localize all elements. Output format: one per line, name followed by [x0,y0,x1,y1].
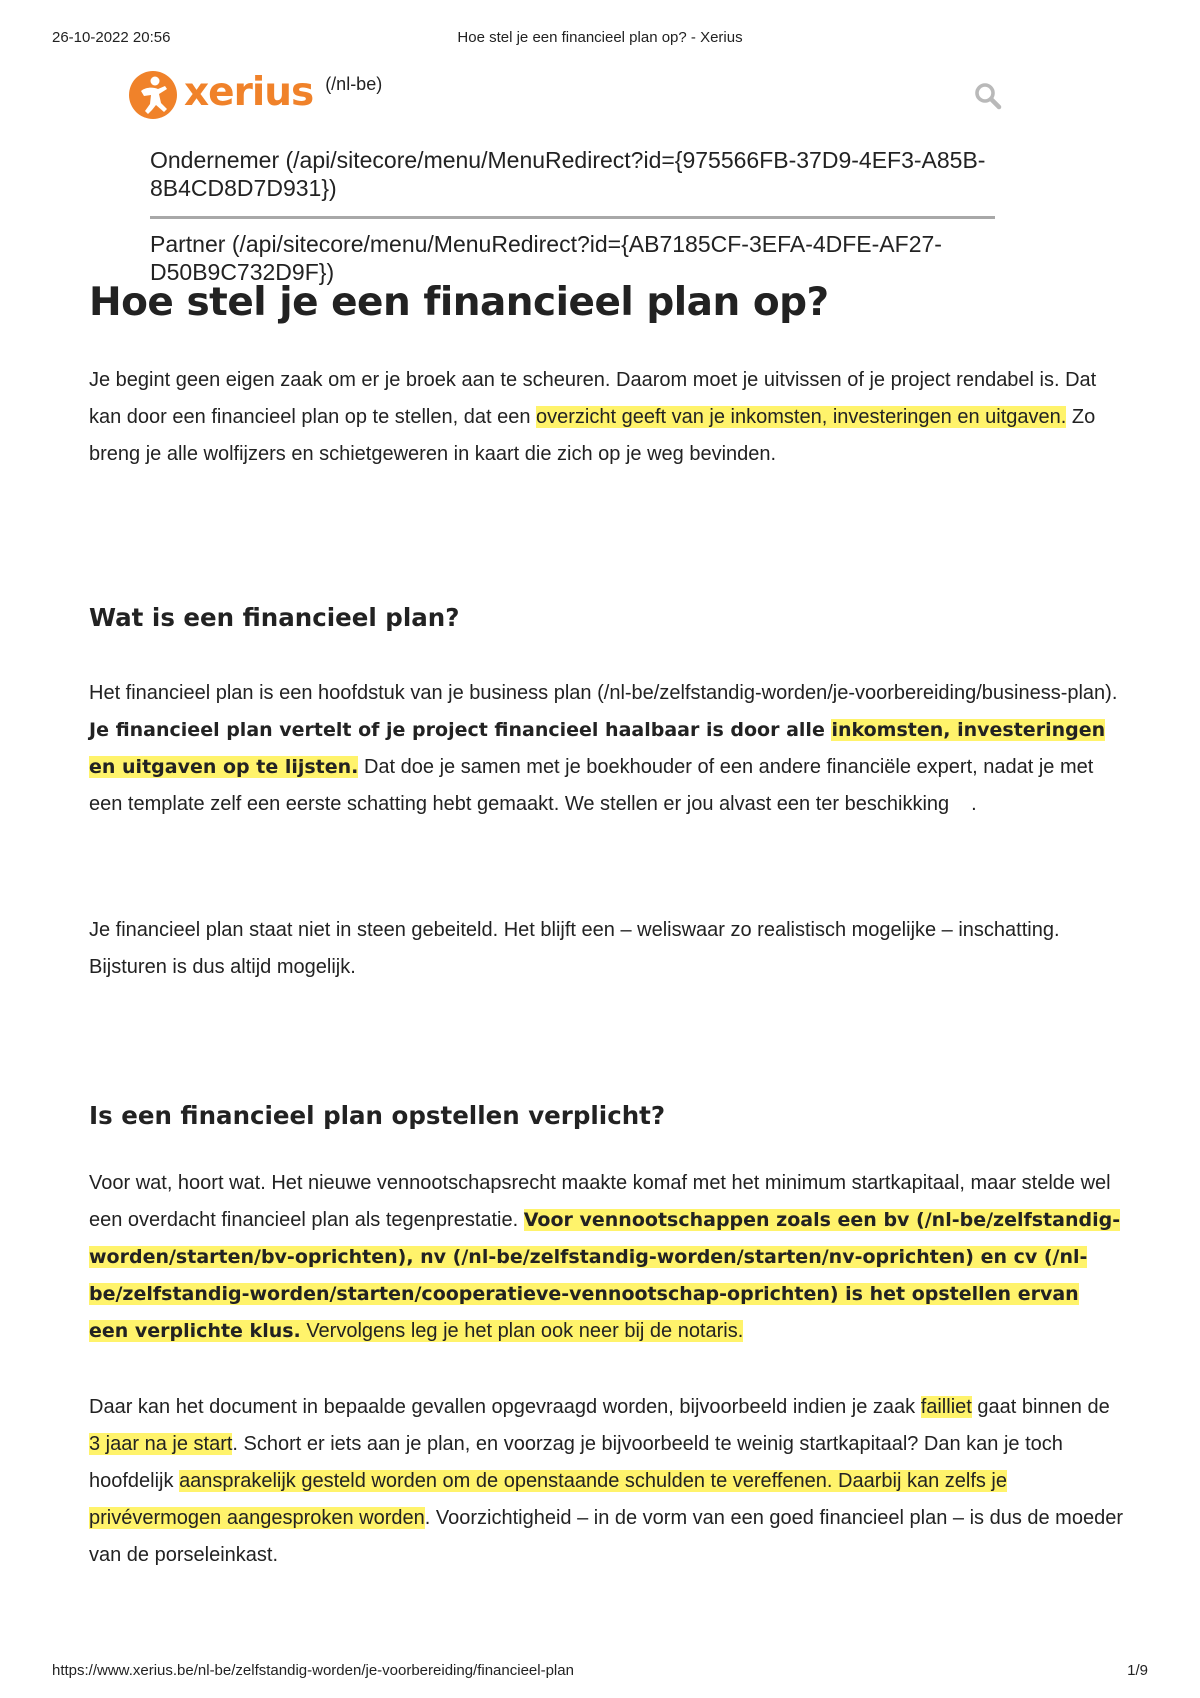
highlight: aansprakelijk gesteld worden om de openstaande schulden te vereffenen. Daarbij kan zelfs je privévermogen aangesproken worden [89,1470,1007,1529]
xerius-logo-link[interactable] [128,70,382,120]
text-run: . Voorzichtigheid – in de vorm van een goed financieel plan – is dus de moeder van de porseleinkast. [89,1507,1123,1566]
search-icon[interactable] [974,82,1002,110]
text-run: . Schort er iets aan je plan, en voorzag je bijvoorbeeld te weinig startkapitaal? Dan kan je toch hoofdelijk [89,1433,1063,1492]
nav-item-partner[interactable]: Partner (/api/sitecore/menu/MenuRedirect?id={AB7185CF-3EFA-4DFE-AF27-D50B9C732D9F}) [150,231,942,285]
text-run: Dat doe je samen met je boekhouder of een andere financiële expert, nadat je met een template zelf een eerste schatting hebt gemaakt. We stellen er jou alvast een ter beschikking [89,756,1094,815]
text-run: Voor wat, hoort wat. Het nieuwe vennootschapsrecht maakte komaf met het minimum startkapitaal, maar stelde wel een overdacht financieel plan als tegenprestatie. [89,1172,1111,1231]
bold-highlight: inkomsten, investeringen en uitgaven op te lijsten. [89,719,1106,778]
bold-highlight[interactable]: Voor vennootschappen zoals een bv (/nl-be/zelfstandig-worden/starten/bv-oprichten), nv (/nl-be/zelfstandig-worden/starten/nv-oprichten) en cv (/nl-be/zelfstandig-worden/starten/cooperatieve-vennootschap-oprichten) is het opstellen ervan een verplichte klus. [89,1209,1121,1342]
liability-paragraph [89,1389,1124,1574]
bold-text: Je financieel plan vertelt of je project financieel haalbaar is door alle [89,719,832,741]
text-run: Je begint geen eigen zaak om er je broek aan te scheuren. Daarom moet je uitvissen of je project rendabel is. Dat kan door een financieel plan op te stellen, dat een [89,369,1097,428]
print-url: https://www.xerius.be/nl-be/zelfstandig-worden/je-voorbereiding/financieel-plan [52,1662,574,1679]
page-title: Hoe stel je een financieel plan op? [89,280,829,325]
highlight: Vervolgens leg je het plan ook neer bij de notaris. [300,1320,744,1342]
highlight: overzicht geeft van je inkomsten, investeringen en uitgaven. [536,406,1067,428]
definition-paragraph [89,675,1124,823]
nav-item-ondernemer[interactable]: Ondernemer (/api/sitecore/menu/MenuRedirect?id={975566FB-37D9-4EF3-A85B-8B4CD8D7D931}) [150,147,986,201]
logo-wordmark: xerius [184,70,314,115]
nav-divider [150,216,995,219]
highlight: 3 jaar na je start [89,1433,233,1455]
estimate-paragraph: Je financieel plan staat niet in steen gebeiteld. Het blijft een – weliswaar zo realistisch mogelijke – inschatting. Bijsturen is dus altijd mogelijk. [89,919,1060,978]
logo-href: (/nl-be) [325,74,383,94]
mandatory-paragraph [89,1165,1124,1350]
text-run: gaat binnen de [971,1396,1110,1418]
highlight: failliet [920,1396,972,1418]
page-number: 1/9 [1127,1662,1148,1679]
text-run: Zo breng je alle wolfijzers en schietgeweren in kaart die zich op je weg bevinden. [89,406,1096,465]
print-page-title: Hoe stel je een financieel plan op? - Xerius [457,29,743,46]
section-heading-mandatory: Is een financieel plan opstellen verplicht? [89,1101,666,1130]
section-heading-what: Wat is een financieel plan? [89,603,460,632]
text-run: Daar kan het document in bepaalde gevallen opgevraagd worden, bijvoorbeeld indien je zaak [89,1396,921,1418]
text-run[interactable]: Het financieel plan is een hoofdstuk van je business plan (/nl-be/zelfstandig-worden/je-voorbereiding/business-plan). [89,682,1118,704]
intro-paragraph [89,362,1124,473]
print-date: 26-10-2022 20:56 [52,29,171,46]
text-run: . [971,793,977,815]
xerius-logo-icon [128,70,178,120]
